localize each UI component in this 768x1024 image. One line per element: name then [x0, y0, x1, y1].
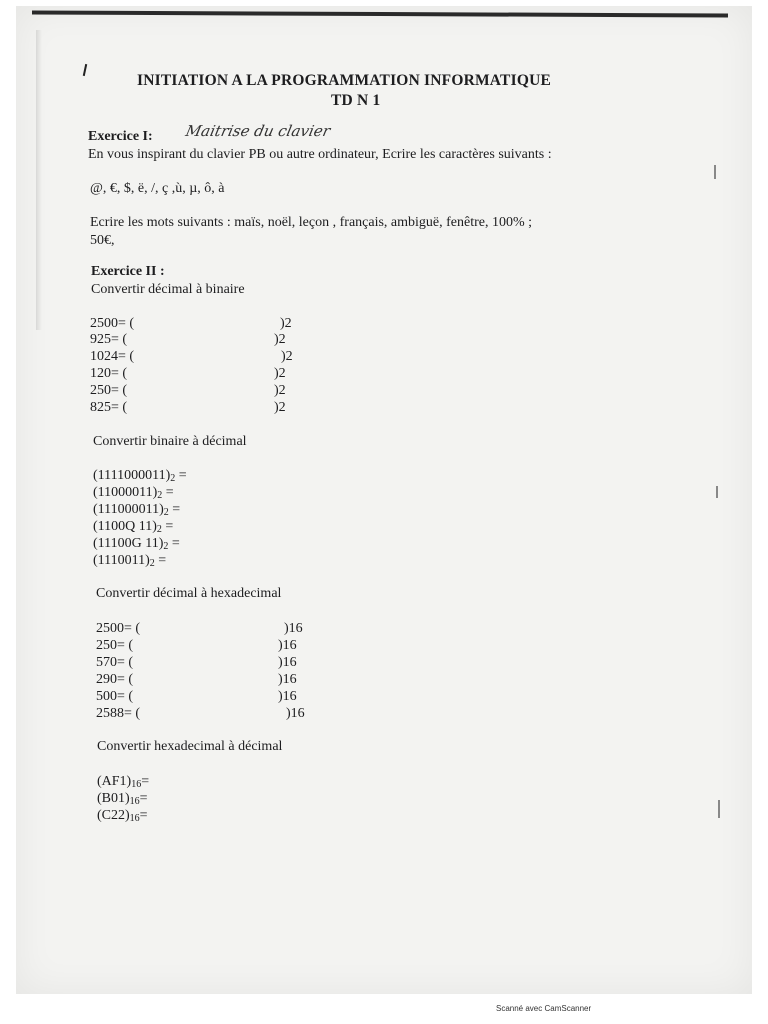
section-dec-to-hex-heading: Convertir décimal à hexadecimal — [96, 586, 282, 601]
exercise-1-instruction: En vous inspirant du clavier PB ou autre ordinateur, Ecrire les caractères suivants : — [88, 147, 552, 162]
dec-hex-row-right: )16 — [286, 706, 305, 721]
bin-dec-value: (11100G 11) — [93, 536, 164, 551]
dec-bin-row-left: 250= ( — [90, 383, 128, 398]
bin-dec-base: 2 — [163, 507, 169, 518]
bin-dec-value: (1110011) — [93, 553, 150, 568]
bin-dec-row — [93, 536, 180, 552]
document-subtitle: TD N 1 — [331, 92, 381, 109]
dec-bin-row-right: )2 — [281, 349, 293, 364]
hex-dec-value: (C22) — [97, 808, 130, 823]
dec-hex-row-left: 2500= ( — [96, 621, 141, 636]
bin-dec-equals: = — [175, 468, 187, 483]
margin-mark — [714, 165, 716, 179]
bin-dec-value: (111000011) — [93, 502, 164, 517]
section-dec-to-bin-heading: Convertir décimal à binaire — [91, 282, 245, 297]
bin-dec-base: 2 — [170, 473, 176, 484]
bin-dec-value: (11000011) — [93, 485, 158, 500]
hex-dec-value: (B01) — [97, 791, 130, 806]
exercise-1-characters: @, €, $, ë, /, ç ,ù, µ, ô, à — [90, 181, 225, 196]
hex-dec-base: 16 — [129, 813, 140, 824]
exercise-1-words-line2: 50€, — [90, 233, 115, 248]
bin-dec-base: 2 — [163, 541, 169, 552]
bin-dec-base: 2 — [157, 490, 163, 501]
dec-bin-row-left: 2500= ( — [90, 316, 135, 331]
hex-dec-row — [97, 791, 148, 807]
exercise-2-label: Exercice II : — [91, 264, 165, 279]
dec-hex-row-right: )16 — [278, 655, 297, 670]
hex-dec-row — [97, 774, 149, 790]
dec-bin-row-right: )2 — [274, 400, 286, 415]
bin-dec-equals: = — [154, 553, 167, 568]
dec-hex-row-right: )16 — [278, 672, 297, 687]
hex-dec-equals: = — [139, 791, 148, 806]
handwritten-note: Maitrise du clavier — [184, 122, 332, 140]
hex-dec-base: 16 — [129, 796, 140, 807]
dec-bin-row-right: )2 — [280, 316, 292, 331]
bin-dec-base: 2 — [149, 558, 155, 569]
hex-dec-equals: = — [141, 774, 150, 789]
section-hex-to-dec-heading: Convertir hexadecimal à décimal — [97, 739, 283, 754]
dec-bin-row-right: )2 — [274, 332, 286, 347]
bin-dec-row — [93, 468, 187, 484]
dec-hex-row-right: )16 — [278, 689, 297, 704]
bin-dec-equals: = — [168, 502, 181, 517]
bin-dec-row — [93, 519, 173, 535]
dec-hex-row-left: 290= ( — [96, 672, 134, 687]
dec-hex-row-left: 500= ( — [96, 689, 134, 704]
dec-bin-row-left: 1024= ( — [90, 349, 135, 364]
dec-bin-row-left: 825= ( — [90, 400, 128, 415]
margin-mark — [716, 486, 718, 498]
dec-hex-row-right: )16 — [284, 621, 303, 636]
bin-dec-value: (1111000011) — [93, 468, 171, 483]
bin-dec-row — [93, 502, 180, 518]
bin-dec-equals: = — [162, 485, 174, 500]
binding-shadow — [36, 30, 42, 330]
exercise-1-words-line1: Ecrire les mots suivants : maïs, noël, leçon , français, ambiguë, fenêtre, 100% ; — [90, 215, 533, 230]
hex-dec-base: 16 — [131, 779, 142, 790]
section-bin-to-dec-heading: Convertir binaire à décimal — [93, 434, 247, 449]
bin-dec-value: (1100Q 11) — [93, 519, 157, 534]
dec-hex-row-left: 570= ( — [96, 655, 134, 670]
bin-dec-equals: = — [168, 536, 180, 551]
exercise-1-label: Exercice I: — [88, 129, 153, 144]
hex-dec-value: (AF1) — [97, 774, 132, 789]
dec-bin-row-left: 120= ( — [90, 366, 128, 381]
hex-dec-equals: = — [139, 808, 148, 823]
bin-dec-equals: = — [161, 519, 174, 534]
margin-mark — [718, 800, 720, 818]
dec-hex-row-left: 250= ( — [96, 638, 134, 653]
bin-dec-base: 2 — [156, 524, 162, 535]
scanner-watermark: Scanné avec CamScanner — [496, 1004, 592, 1013]
dec-bin-row-right: )2 — [274, 383, 286, 398]
dec-bin-row-right: )2 — [274, 366, 286, 381]
bin-dec-row — [93, 553, 166, 569]
dec-bin-row-left: 925= ( — [90, 332, 128, 347]
hex-dec-row — [97, 808, 148, 824]
dec-hex-row-left: 2588= ( — [96, 706, 141, 721]
bin-dec-row — [93, 485, 174, 501]
dec-hex-row-right: )16 — [278, 638, 297, 653]
document-title: INITIATION A LA PROGRAMMATION INFORMATIQUE — [137, 72, 552, 89]
